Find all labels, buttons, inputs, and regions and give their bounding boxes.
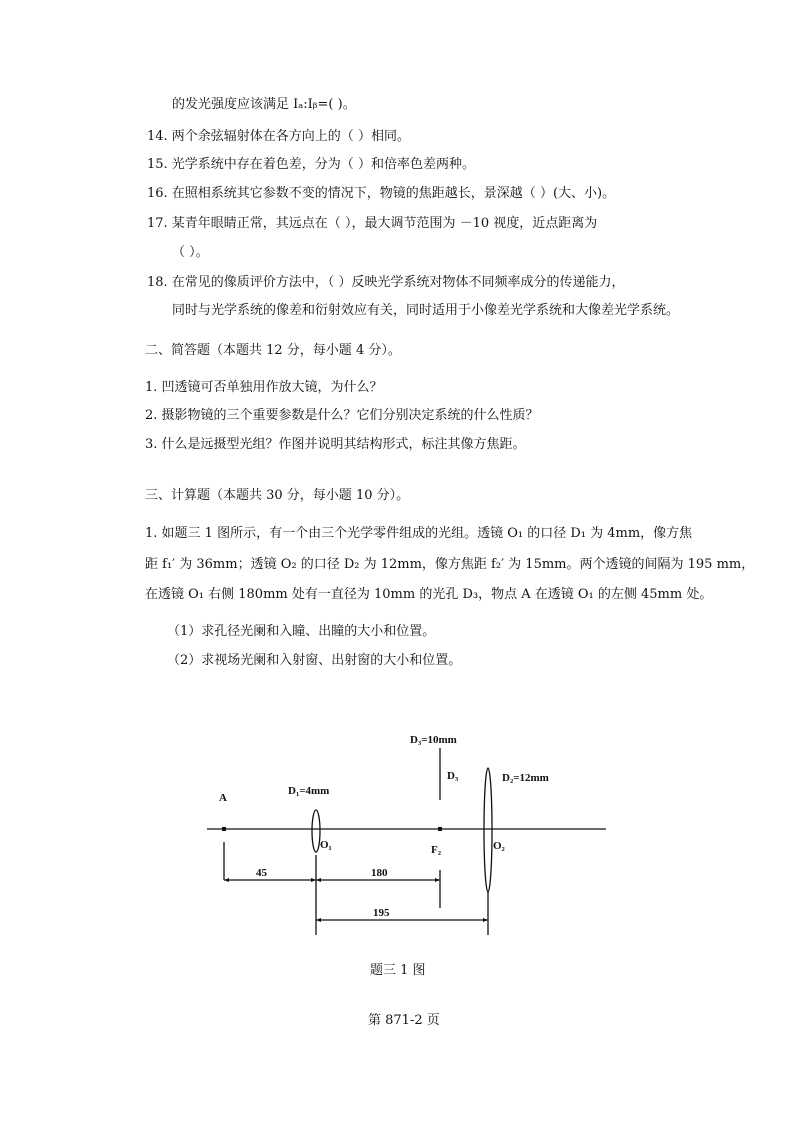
question-17-continuation: （ ）。: [172, 245, 209, 260]
question-16: 16. 在照相系统其它参数不变的情况下，物镜的焦距越长，景深越（ ）(大、小)。: [147, 186, 616, 201]
lens-o2: [484, 768, 492, 892]
label-d1: D₁=4mm: [288, 785, 330, 797]
question-18-continuation: 同时与光学系统的像差和衍射效应有关，同时适用于小像差光学系统和大像差光学系统。: [172, 303, 680, 318]
problem-line: 距 f₁′ 为 36mm；透镜 O₂ 的口径 D₂ 为 12mm，像方焦距 f₂′ 为 15mm。两个透镜的间隔为 195 mm，: [145, 557, 755, 572]
page-number: 第 871-2 页: [368, 1013, 440, 1028]
short-answer-heading: 二、简答题（本题共 12 分，每小题 4 分）。: [145, 343, 401, 358]
short-answer-item: 2. 摄影物镜的三个重要参数是什么？它们分别决定系统的什么性质？: [145, 408, 539, 423]
problem-line: 在透镜 O₁ 右侧 180mm 处有一直径为 10mm 的光孔 D₃，物点 A 在透镜 O₁ 的左侧 45mm 处。: [145, 587, 713, 602]
label-d2: D₂=12mm: [502, 772, 549, 784]
label-45: 45: [256, 867, 267, 879]
label-d3: D₃: [447, 770, 459, 782]
question-15: 15. 光学系统中存在着色差，分为（ ）和倍率色差两种。: [147, 157, 475, 172]
lens-o1: [312, 810, 320, 852]
sub-question: （1）求孔径光阑和入瞳、出瞳的大小和位置。: [167, 624, 436, 639]
short-answer-item: 1. 凹透镜可否单独用作放大镜，为什么？: [145, 380, 383, 395]
point-a: [222, 827, 226, 831]
figure-caption: 题三 1 图: [370, 963, 426, 978]
label-195: 195: [373, 907, 390, 919]
calculation-heading: 三、计算题（本题共 30 分，每小题 10 分）。: [145, 488, 410, 503]
label-a: A: [219, 792, 227, 804]
sub-question: （2）求视场光阑和入射窗、出射窗的大小和位置。: [167, 653, 462, 668]
short-answer-item: 3. 什么是远摄型光组？作图并说明其结构形式，标注其像方焦距。: [145, 437, 526, 452]
question-18: 18. 在常见的像质评价方法中，（ ）反映光学系统对物体不同频率成分的传递能力，: [147, 275, 625, 290]
label-d3-size: D₃=10mm: [410, 734, 457, 746]
label-o2: O₂: [493, 840, 505, 852]
question-17: 17. 某青年眼睛正常，其远点在（ ），最大调节范围为 －10 视度，近点距离为: [147, 216, 598, 231]
point-f2: [438, 827, 442, 831]
label-o1: O₁: [320, 839, 332, 851]
problem-line: 1. 如题三 1 图所示，有一个由三个光学零件组成的光组。透镜 O₁ 的口径 D₁ 为 4mm，像方焦: [145, 526, 693, 541]
q13-continuation: 的发光强度应该满足 Iₐ:Iᵦ=( )。: [172, 97, 356, 112]
label-f2: F₂: [431, 844, 442, 856]
label-180: 180: [371, 867, 388, 879]
question-14: 14. 两个余弦辐射体在各方向上的（ ）相同。: [147, 129, 410, 144]
